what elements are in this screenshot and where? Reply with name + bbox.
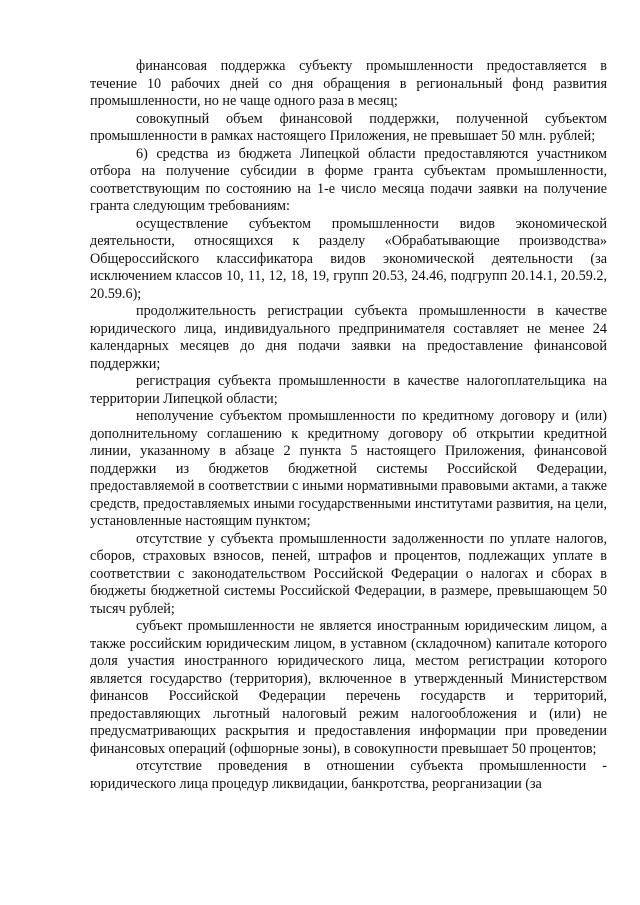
paragraph-support-volume-limit: совокупный объем финансовой поддержки, полученной субъектом промышленности в рамках настоящего Приложения, не превышает 50 млн. рублей;: [90, 110, 607, 144]
paragraph-not-foreign-entity: субъект промышленности не является иностранным юридическим лицом, а также российским юридическим лицом, в уставном (складочном) капитале которого доля участия иностранного юридического лица, местом регистрации которого является государство (территория), включенное в утвержденный Министерством финансов Российской Федерации перечень государств и территорий, предоставляющих льготный налоговый режим налогообложения и (или) не предусматривающих раскрытия и предоставления информации при проведении финансовых операций (офшорные зоны), в совокупности превышает 50 процентов;: [90, 618, 607, 757]
paragraph-no-liquidation: отсутствие проведения в отношении субъекта промышленности - юридического лица процедур ликвидации, банкротства, реорганизации (за: [90, 758, 607, 792]
paragraph-registration-duration: продолжительность регистрации субъекта промышленности в качестве юридического лица, индивидуального предпринимателя составляет не менее 24 календарных месяцев до дня подачи заявки на предоставление финансовой поддержки;: [90, 303, 607, 372]
paragraph-no-tax-debt: отсутствие у субъекта промышленности задолженности по уплате налогов, сборов, страховых взносов, пеней, штрафов и процентов, подлежащих уплате в соответствии с законодательством Российской Федерации о налогах и сборах в бюджеты бюджетной системы Российской Федерации, в размере, превышающем 50 тысяч рублей;: [90, 530, 607, 617]
paragraph-item-6-grant-requirements: 6) средства из бюджета Липецкой области предоставляются участником отбора на получение субсидии в форме гранта субъектам промышленности, соответствующим по состоянию на 1-е число месяца подачи заявки на получение гранта следующим требованиям:: [90, 145, 607, 214]
paragraph-economic-activity: осуществление субъектом промышленности видов экономической деятельности, относящихся к разделу «Обрабатывающие производства» Общероссийского классификатора видов экономической деятельности (за исключением классов 10, 11, 12, 18, 19, групп 20.53, 24.46, подгрупп 20.14.1, 20.59.2, 20.59.6);: [90, 215, 607, 302]
paragraph-no-other-support: неполучение субъектом промышленности по кредитному договору и (или) дополнительному соглашению к кредитному договору об открытии кредитной линии, указанному в абзаце 2 пункта 5 настоящего Приложения, финансовой поддержки из бюджетов бюджетной системы Российской Федерации, предоставляемой в соответствии с иными нормативными правовыми актами, а также средств, предоставляемых иными государственными институтами развития, на цели, установленные настоящим пунктом;: [90, 408, 607, 529]
paragraph-financial-support-term: финансовая поддержка субъекту промышленности предоставляется в течение 10 рабочих дней со дня обращения в региональный фонд развития промышленности, но не чаще одного раза в месяц;: [90, 58, 607, 109]
paragraph-taxpayer-registration: регистрация субъекта промышленности в качестве налогоплательщика на территории Липецкой области;: [90, 373, 607, 407]
document-page: [90, 58, 607, 793]
